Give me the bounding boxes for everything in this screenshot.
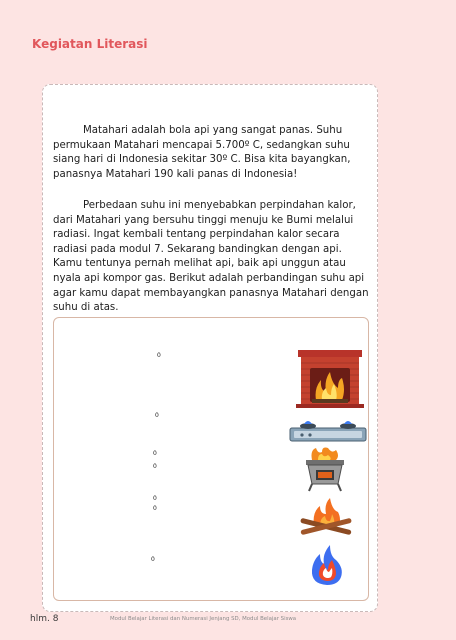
temperature-label: 0 — [153, 495, 157, 502]
temperature-label: 0 — [153, 450, 157, 457]
paragraph-2 — [53, 199, 371, 316]
temperature-label: 0 — [153, 463, 157, 470]
gas-stove-icon — [288, 418, 368, 444]
section-title: Kegiatan Literasi — [32, 37, 148, 51]
campfire-icon — [296, 496, 356, 536]
paragraph-1-text: Matahari adalah bola api yang sangat panas. Suhu permukaan Matahari mencapai 5.700º C, sedangkan suhu siang hari di Indonesia sekitar 30º C. Bisa kita bayangkan, panasnya Matahari 190 kali panas di Indonesia! — [53, 125, 351, 180]
temperature-label: 0 — [157, 352, 161, 359]
module-title: Modul Belajar Literasi dan Numerasi Jenjang SD, Modul Belajar Siswa — [110, 616, 297, 622]
fireplace-icon — [296, 350, 364, 408]
gas-flame-icon — [308, 544, 346, 586]
page-number: hlm. 8 — [30, 614, 59, 624]
temperature-label: 0 — [153, 505, 157, 512]
paragraph-2-text: Perbedaan suhu ini menyebabkan perpindahan kalor, dari Matahari yang bersuhu tinggi menuju ke Bumi melalui radiasi. Ingat kembali tentang perpindahan kalor secara radiasi pada modul 7. Sekarang bandingkan dengan api. Kamu tentunya pernah melihat api, baik api unggun atau nyala api kompor gas. Berikut adalah perbandingan suhu api agar kamu dapat membayangkan panasnya Matahari dengan suhu di atas. — [53, 200, 369, 314]
paragraph-1 — [53, 124, 371, 182]
charcoal-stove-icon — [300, 446, 350, 492]
temperature-label: 0 — [151, 556, 155, 563]
temperature-label: 0 — [155, 412, 159, 419]
